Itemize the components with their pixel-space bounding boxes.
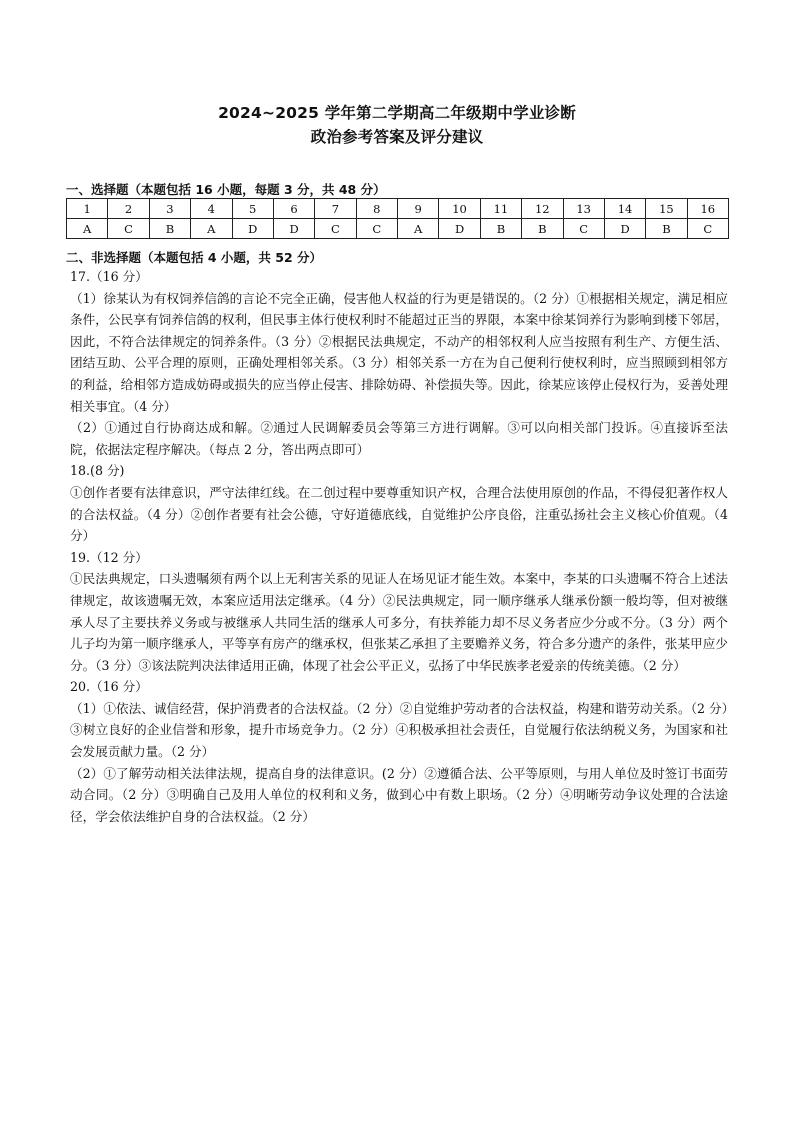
section-2-body	[70, 266, 728, 827]
question-20-part-1: （1）①依法、诚信经营，保护消费者的合法权益。（2 分）②自觉维护劳动者的合法权益，构建和谐劳动关系。（2 分）③树立良好的企业信誉和形象，提升市场竞争力。（2 分）④积极承担社会责任，自觉履行依法纳税义务，为国家和社会发展贡献力量。（2 分）	[70, 700, 728, 760]
question-number-cell: 7	[315, 199, 356, 219]
answer-cell: C	[315, 219, 356, 239]
question-number-cell: 2	[108, 199, 149, 219]
question-number-cell: 16	[687, 199, 728, 219]
question-number-cell: 12	[522, 199, 563, 219]
answer-cell: C	[108, 219, 149, 239]
answer-cell: C	[563, 219, 604, 239]
question-number-cell: 8	[356, 199, 397, 219]
answer-cell: B	[522, 219, 563, 239]
question-number-cell: 6	[273, 199, 314, 219]
answer-cell: A	[67, 219, 108, 239]
question-17-part-1: （1）徐某认为有权饲养信鸽的言论不完全正确，侵害他人权益的行为更是错误的。（2 分）①根据相关规定，满足相应条件，公民享有饲养信鸽的权利，但民事主体行使权利时不能超过正当的界限，本案中徐某饲养行为影响到楼下邻居，因此，不符合法律规定的饲养条件。（3 分）②根据民法典规定，不动产的相邻权利人应当按照有利生产、方便生活、团结互助、公平合理的原则，正确处理相邻关系。（3 分）相邻关系一方在为自己便利行使权利时，应当照顾到相邻方的利益，给相邻方造成妨碍或损失的应当停止侵害、排除妨碍、补偿损失等。因此，徐某应该停止侵权行为，妥善处理相关事宜。（4 分）	[70, 290, 728, 414]
section-2-heading: 二、非选择题（本题包括 4 小题，共 52 分）	[66, 250, 323, 265]
answer-cell: D	[604, 219, 645, 239]
question-number-cell: 3	[149, 199, 190, 219]
answer-cell: B	[149, 219, 190, 239]
question-number-cell: 11	[480, 199, 521, 219]
question-19-answer: ①民法典规定，口头遗嘱须有两个以上无利害关系的见证人在场见证才能生效。本案中，李某的口头遗嘱不符合上述法律规定，故该遗嘱无效，本案应适用法定继承。（4 分）②民法典规定，同一顺序继承人继承份额一般均等，但对被继承人尽了主要扶养义务或与被继承人共同生活的继承人可多分，有扶养能力却不尽义务者应少分或不分。（3 分）两个儿子均为第一顺序继承人，平等享有房产的继承权，但张某乙承担了主要赡养义务，符合多分遗产的条件，张某甲应少分。（3 分）③该法院判决法律适用正确，体现了社会公平正义，弘扬了中华民族孝老爱亲的传统美德。（2 分）	[70, 571, 728, 673]
question-number-cell: 5	[232, 199, 273, 219]
question-number-cell: 1	[67, 199, 108, 219]
question-20-label: 20.（16 分）	[70, 679, 148, 695]
question-number-cell: 4	[191, 199, 232, 219]
document-title: 2024~2025 学年第二学期高二年级期中学业诊断	[218, 104, 576, 122]
question-number-cell: 10	[439, 199, 480, 219]
answer-cell: A	[398, 219, 439, 239]
answer-cell: D	[232, 219, 273, 239]
answer-cell: D	[439, 219, 480, 239]
question-19-label: 19.（12 分）	[70, 549, 148, 565]
answer-cell: B	[646, 219, 687, 239]
answer-cell: D	[273, 219, 314, 239]
question-18-label: 18.(8 分)	[70, 463, 125, 479]
question-number-cell: 13	[563, 199, 604, 219]
question-20-part-2: （2）①了解劳动相关法律法规，提高自身的法律意识。(2 分）②遵循合法、公平等原则，与用人单位及时签订书面劳动合同。（2 分）③明确自己及用人单位的权利和义务，做到心中有数上职场。（2 分）④明晰劳动争议处理的合法途径，学会依法维护自身的合法权益。（2 分）	[70, 765, 728, 824]
section-1-heading: 一、选择题（本题包括 16 小题，每题 3 分，共 48 分）	[66, 182, 386, 197]
answer-cell: C	[687, 219, 728, 239]
answer-cell: A	[191, 219, 232, 239]
question-number-cell: 9	[398, 199, 439, 219]
answer-row	[67, 219, 729, 239]
question-17-label: 17.（16 分）	[70, 269, 148, 284]
question-18-answer: ①创作者要有法律意识，严守法律红线。在二创过程中要尊重知识产权，合理合法使用原创的作品，不得侵犯著作权人的合法权益。（4 分）②创作者要有社会公德，守好道德底线，自觉维护公序良俗，注重弘扬社会主义核心价值观。（4 分）	[70, 484, 728, 544]
question-17-part-2: （2）①通过自行协商达成和解。②通过人民调解委员会等第三方进行调解。③可以向相关部门投诉。④直接诉至法院，依据法定程序解决。（每点 2 分，答出两点即可）	[70, 420, 728, 457]
document-subtitle: 政治参考答案及评分建议	[310, 128, 484, 146]
answer-cell: B	[480, 219, 521, 239]
answer-cell: C	[356, 219, 397, 239]
question-number-row	[67, 199, 729, 219]
answer-table	[66, 198, 729, 239]
question-number-cell: 14	[604, 199, 645, 219]
question-number-cell: 15	[646, 199, 687, 219]
